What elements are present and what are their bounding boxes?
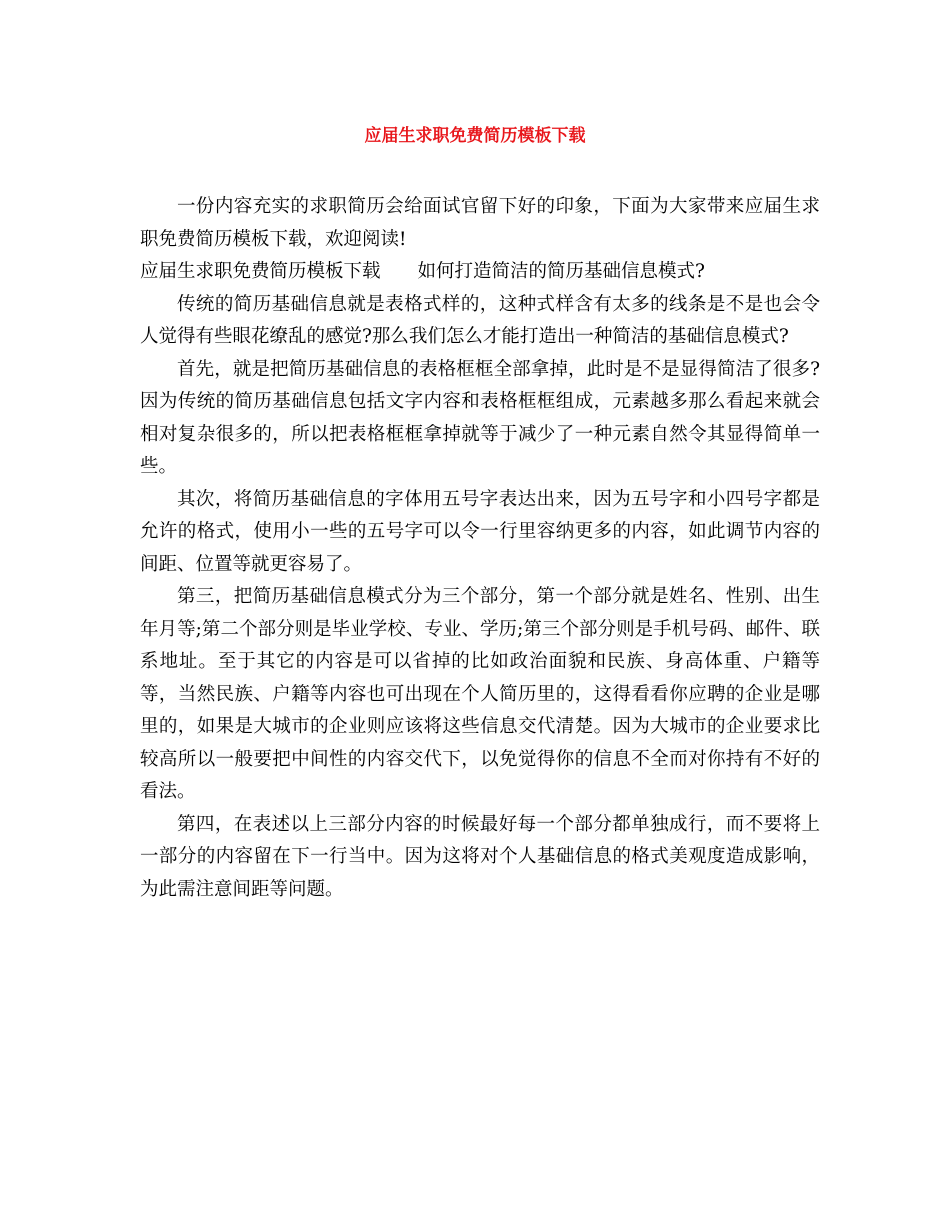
document-title: 应届生求职免费简历模板下载 — [364, 126, 586, 146]
document-body — [140, 191, 820, 906]
paragraph-fourth: 第四，在表述以上三部分内容的时候最好每一个部分都单独成行，而不要将上一部分的内容留在下一行当中。因为这将对个人基础信息的格式美观度造成影响，为此需注意间距等问题。 — [140, 813, 820, 900]
paragraph-second: 其次，将简历基础信息的字体用五号字表达出来，因为五号字和小四号字都是允许的格式，使用小一些的五号字可以令一行里容纳更多的内容，如此调节内容的间距、位置等就更容易了。 — [140, 488, 820, 575]
paragraph-traditional: 传统的简历基础信息就是表格式样的，这种式样含有太多的线条是不是也会令人觉得有些眼花缭乱的感觉?那么我们怎么才能打造出一种简洁的基础信息模式? — [140, 293, 820, 347]
intro-paragraph: 一份内容充实的求职简历会给面试官留下好的印象，下面为大家带来应届生求职免费简历模板下载，欢迎阅读! — [140, 196, 820, 250]
subheading-line — [140, 256, 820, 289]
subheading-right: 如何打造简洁的简历基础信息模式? — [417, 261, 705, 282]
paragraph-first: 首先，就是把简历基础信息的表格框框全部拿掉，此时是不是显得简洁了很多?因为传统的简历基础信息包括文字内容和表格框框组成，元素越多那么看起来就会相对复杂很多的，所以把表格框框拿掉就等于减少了一种元素自然令其显得简单一些。 — [140, 358, 820, 477]
subheading-left: 应届生求职免费简历模板下载 — [140, 261, 381, 282]
paragraph-third: 第三，把简历基础信息模式分为三个部分，第一个部分就是姓名、性别、出生年月等;第二个部分则是毕业学校、专业、学历;第三个部分则是手机号码、邮件、联系地址。至于其它的内容是可以省掉的比如政治面貌和民族、身高体重、户籍等等，当然民族、户籍等内容也可出现在个人简历里的，这得看看你应聘的企业是哪里的，如果是大城市的企业则应该将这些信息交代清楚。因为大城市的企业要求比较高所以一般要把中间性的内容交代下，以免觉得你的信息不全而对你持有不好的看法。 — [140, 586, 820, 802]
